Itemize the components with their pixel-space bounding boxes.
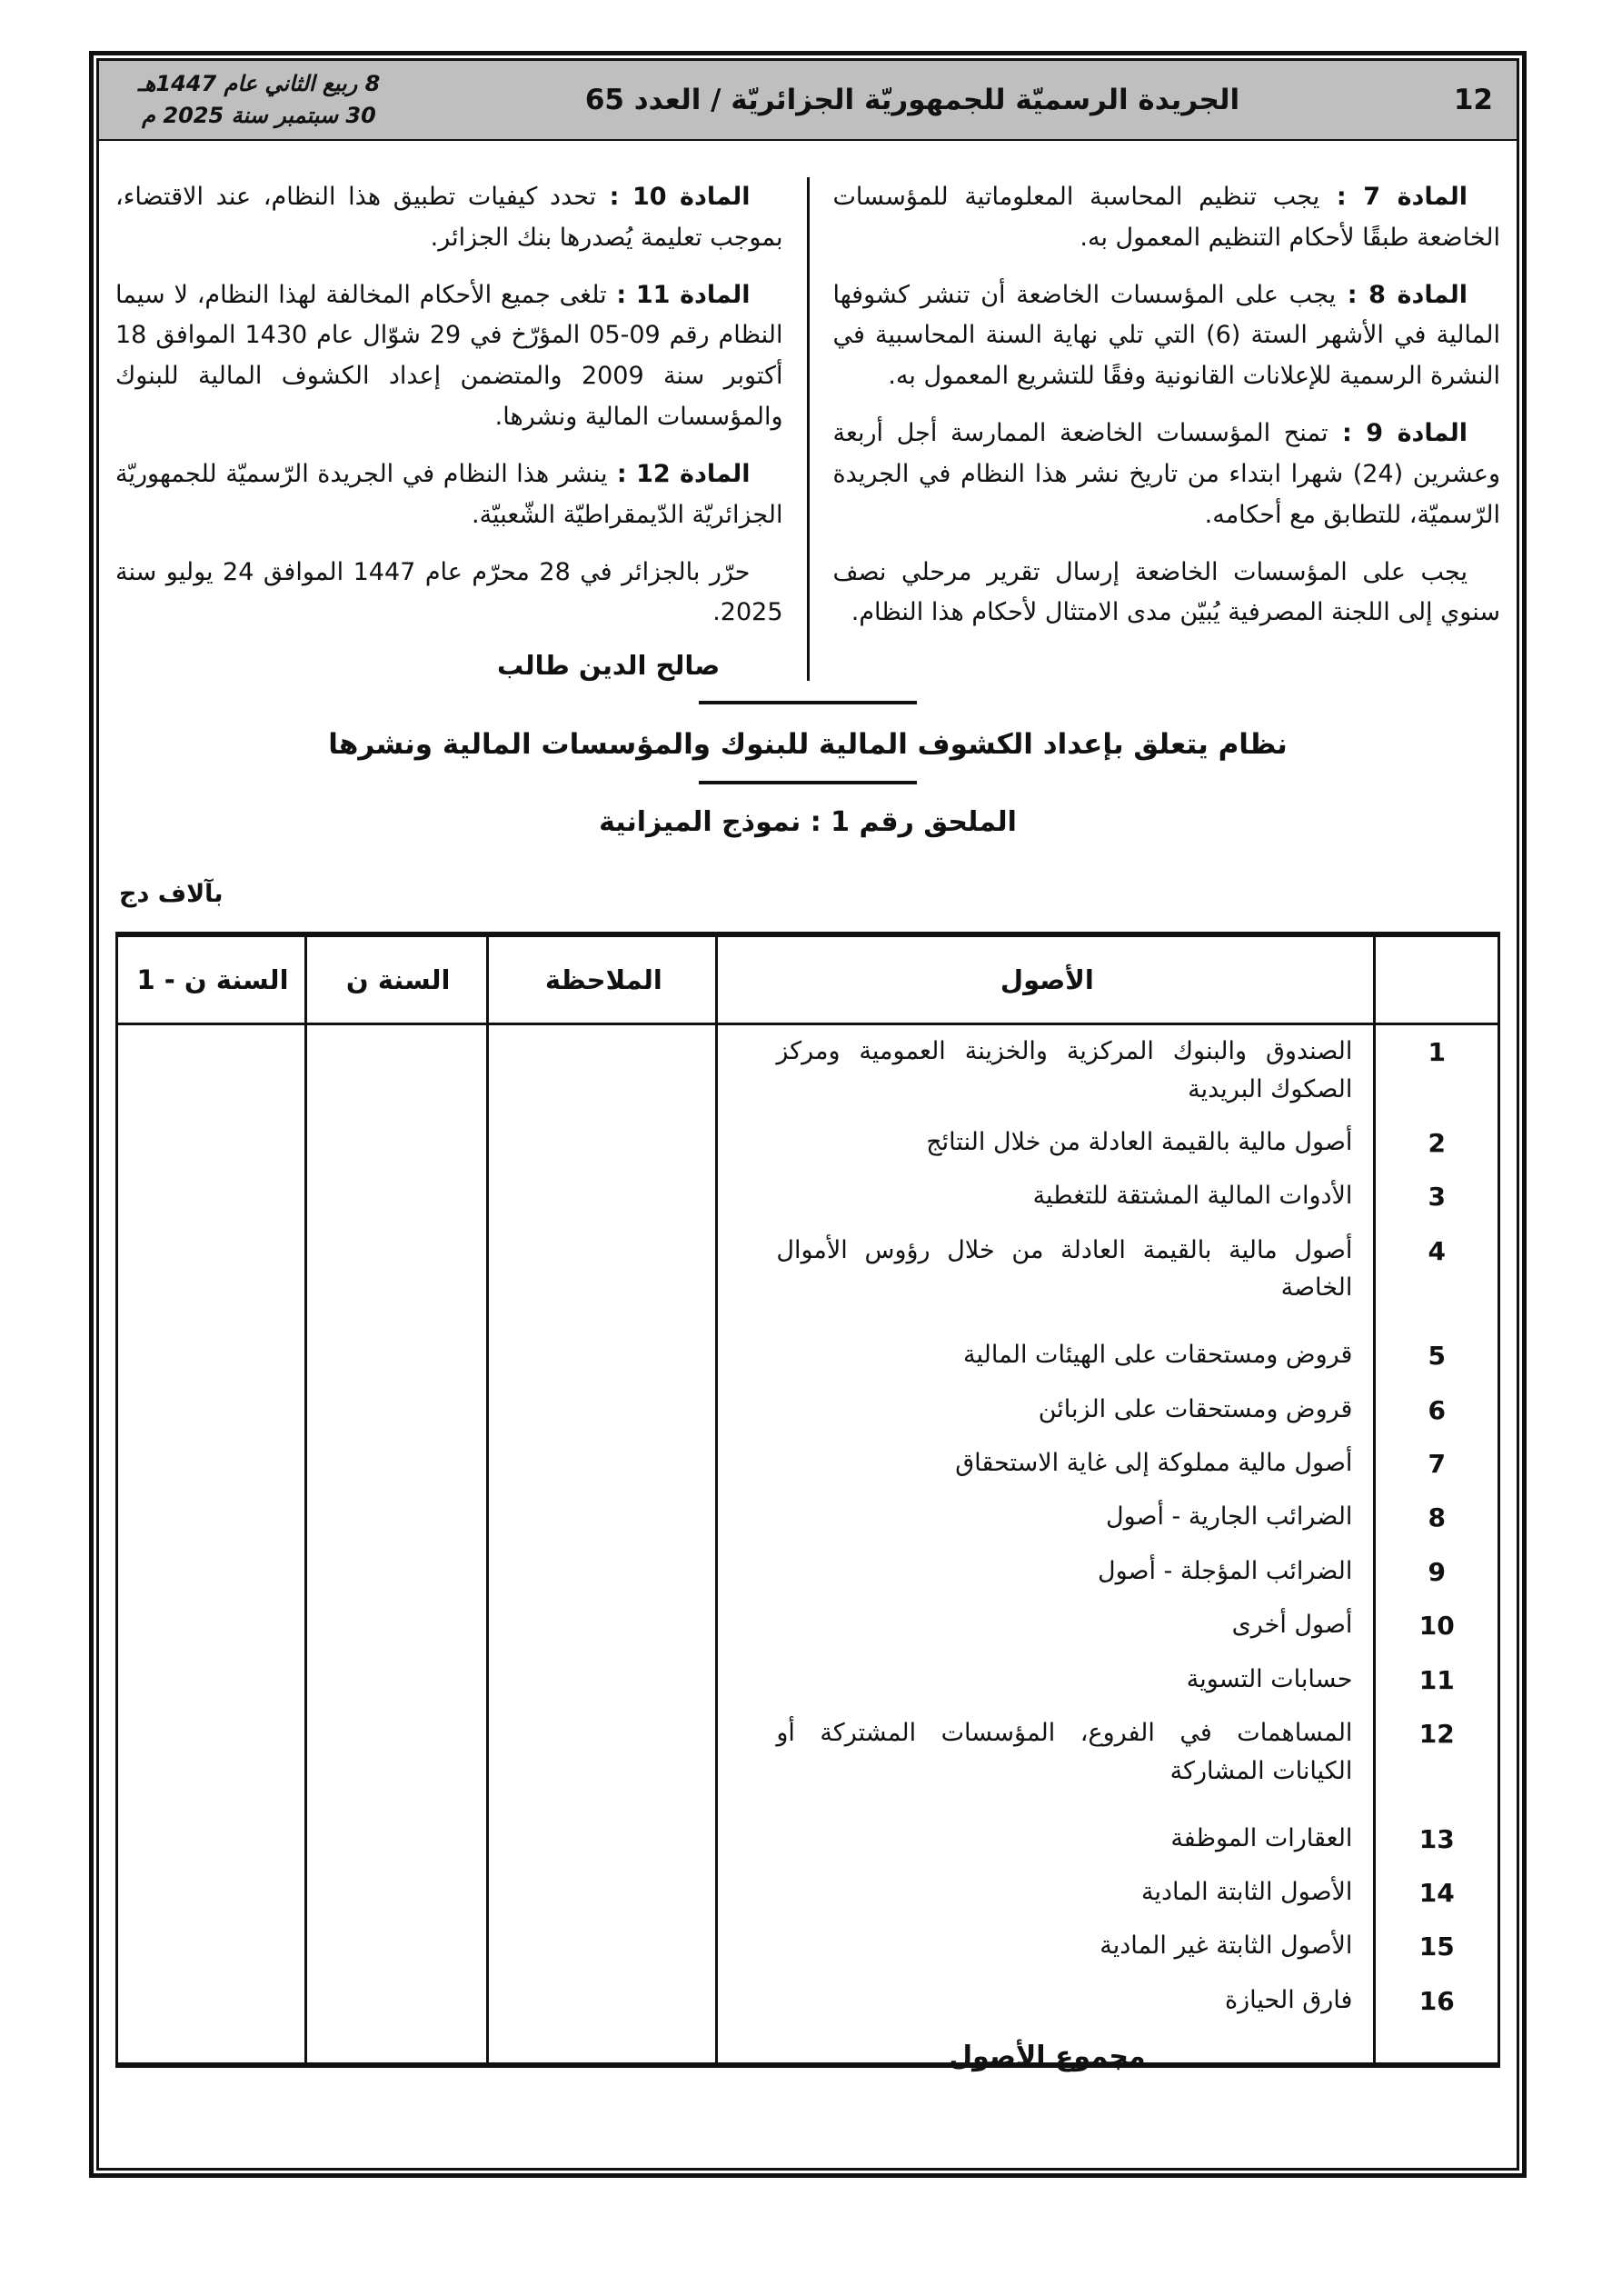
article-lead: المادة 10 :: [596, 183, 751, 211]
table-row: [118, 1707, 1498, 1798]
article-lead: المادة 11 :: [606, 280, 751, 309]
row-label: أصول مالية بالقيمة العادلة من خلال رؤوس الأموال الخاصة: [776, 1235, 1353, 1303]
table-row: [118, 1866, 1498, 1920]
article-lead: المادة 9 :: [1328, 419, 1468, 448]
row-number: 14: [1418, 1878, 1455, 1909]
row-number: 9: [1428, 1556, 1446, 1587]
page-frame-inner: [96, 58, 1519, 2171]
table-row: [118, 1920, 1498, 1973]
header-bar: [99, 61, 1517, 141]
row-number: 16: [1418, 1985, 1455, 2016]
row-label: الأدوات المالية المشتقة للتغطية: [1032, 1182, 1353, 1211]
section-divider-top: [699, 701, 917, 704]
table-row: [118, 1491, 1498, 1544]
article-paragraph: المادة 7 : يجب تنظيم المحاسبة المعلوماتية للمؤسسات الخاضعة طبقًا لأحكام التنظيم المعمول به.: [832, 183, 1500, 252]
annex-title: الملحق رقم 1 : نموذج الميزانية: [599, 806, 1017, 839]
article-lead: المادة 7 :: [1319, 183, 1468, 211]
article-lead: المادة 8 :: [1336, 280, 1468, 309]
row-number: 10: [1418, 1611, 1455, 1642]
table-row: [118, 1599, 1498, 1652]
article-paragraph: حرّر بالجزائر في 28 محرّم عام 1447 الموافق 24 يوليو سنة 2025.: [115, 557, 783, 627]
table-row: [118, 1383, 1498, 1437]
column-separator-year-n: [304, 937, 307, 2062]
article-paragraph: المادة 8 : يجب على المؤسسات الخاضعة أن تنشر كشوفها المالية في الأشهر الستة (6) التي تلي نهاية السنة المحاسبية في النشرة الرسمية للإعلانات القانونية وفقًا للتشريع المعمول به.: [832, 280, 1501, 391]
table-row: [118, 1653, 1498, 1707]
article-paragraph: المادة 9 : تمنح المؤسسات الخاضعة الممارسة أجل أربعة وعشرين (24) شهرا ابتداء من تاريخ نشر هذا النظام في الجريدة الرّسميّة، للتطابق مع أحكامه.: [832, 419, 1500, 529]
row-number: 1: [1428, 1037, 1446, 1068]
date-block: [123, 68, 395, 132]
article-columns: [115, 177, 1500, 681]
row-label: حسابات التسوية: [1186, 1664, 1353, 1693]
row-label: الصندوق والبنوك المركزية والخزينة العمومية ومركز الصكوك البريدية: [776, 1037, 1353, 1103]
table-body: [118, 1025, 1498, 2073]
row-label: فارق الحيازة: [1225, 1985, 1353, 2014]
table-row: [118, 1974, 1498, 2028]
table-row: [118, 1812, 1498, 1866]
row-label: العقارات الموظفة: [1170, 1823, 1353, 1852]
row-number: 12: [1418, 1719, 1455, 1750]
total-assets-label: مجموع الأصول: [949, 2041, 1146, 2073]
table-row: [118, 1116, 1498, 1170]
section-title: نظام يتعلق بإعداد الكشوف المالية للبنوك والمؤسسات المالية ونشرها: [328, 728, 1288, 762]
total-row: [118, 2028, 1498, 2089]
article-lead: المادة 12 :: [607, 459, 751, 488]
row-label: الضرائب المؤجلة - أصول: [1097, 1556, 1353, 1585]
row-number: 8: [1428, 1502, 1446, 1533]
table-row: [118, 1025, 1498, 1116]
row-number: 6: [1428, 1394, 1446, 1425]
row-label: أصول مالية مملوكة إلى غاية الاستحقاق: [955, 1449, 1353, 1478]
hijri-date: 8 ربيع الثاني عام 1447هـ: [137, 71, 381, 97]
article-paragraph: المادة 12 : ينشر هذا النظام في الجريدة الرّسميّة للجمهوريّة الجزائريّة الدّيمقراطيّة الشّعبيّة.: [115, 459, 783, 529]
table-row: [118, 1224, 1498, 1315]
table-row: [118, 1437, 1498, 1491]
table-row: [118, 1545, 1498, 1599]
row-label: الأصول الثابتة غير المادية: [1100, 1932, 1353, 1961]
column-left-paragraphs: [115, 177, 783, 634]
row-number: 13: [1418, 1823, 1455, 1854]
page-content: [99, 177, 1517, 2073]
column-separator-note: [486, 937, 489, 2062]
gazette-title: الجريدة الرسميّة للجمهوريّة الجزائريّة / العدد 65: [584, 84, 1240, 116]
unit-note: بآلاف دج: [119, 880, 224, 909]
column-rule: [807, 177, 810, 681]
article-paragraph: يجب على المؤسسات الخاضعة إرسال تقرير مرحلي نصف سنوي إلى اللجنة المصرفية يُبيّن مدى الامتثال لأحكام هذا النظام.: [832, 557, 1500, 627]
column-left: [115, 177, 807, 681]
row-number: 5: [1428, 1341, 1446, 1372]
row-number: 11: [1418, 1664, 1455, 1695]
article-paragraph: المادة 10 : تحدد كيفيات تطبيق هذا النظام، عند الاقتضاء، بموجب تعليمة يُصدرها بنك الجزائر.: [115, 183, 783, 252]
row-label: قروض ومستحقات على الزبائن: [1038, 1394, 1353, 1423]
article-paragraph: المادة 11 : تلغى جميع الأحكام المخالفة لهذا النظام، لا سيما النظام رقم 09-05 المؤرّخ في 29 شوّال عام 1430 الموافق 18 أكتوبر سنة 2009 والمتضمن إعداد الكشوف المالية للبنوك والمؤسسات المالية ونشرها.: [115, 280, 783, 432]
header-cell-year-n-1: السنة ن - 1: [136, 964, 289, 996]
header-cell-assets: الأصول: [1000, 964, 1094, 996]
signature: صالح الدين طالب: [497, 650, 721, 682]
column-separator-numbers: [1373, 937, 1376, 2062]
row-number: 7: [1428, 1449, 1446, 1480]
table-row: [118, 1329, 1498, 1383]
header-cell-note: الملاحظة: [544, 964, 662, 996]
page-frame: [89, 51, 1527, 2178]
row-label: أصول أخرى: [1231, 1611, 1353, 1640]
row-number: 2: [1428, 1127, 1446, 1158]
column-right: [810, 177, 1501, 681]
page-number: 12: [1453, 84, 1493, 116]
row-number: 3: [1428, 1182, 1446, 1213]
table-row: [118, 1170, 1498, 1223]
column-separator-assets: [715, 937, 718, 2062]
section-divider-bottom: [699, 781, 917, 784]
total-row-number-cell: [1376, 2041, 1498, 2072]
header-cell-year-n: السنة ن: [345, 964, 451, 996]
balance-sheet-table: [115, 932, 1500, 2073]
row-label: قروض ومستحقات على الهيئات المالية: [963, 1341, 1353, 1370]
row-label: الضرائب الجارية - أصول: [1105, 1502, 1353, 1532]
row-number: 4: [1428, 1235, 1446, 1266]
table-header-row: [118, 937, 1498, 1025]
row-label: أصول مالية بالقيمة العادلة من خلال النتائج: [926, 1127, 1353, 1156]
row-label: الأصول الثابتة المادية: [1141, 1878, 1353, 1907]
row-label: المساهمات في الفروع، المؤسسات المشتركة أو الكيانات المشاركة: [776, 1719, 1353, 1785]
row-number: 15: [1418, 1932, 1455, 1962]
gregorian-date: 30 سبتمبر سنة 2025 م: [142, 103, 376, 128]
